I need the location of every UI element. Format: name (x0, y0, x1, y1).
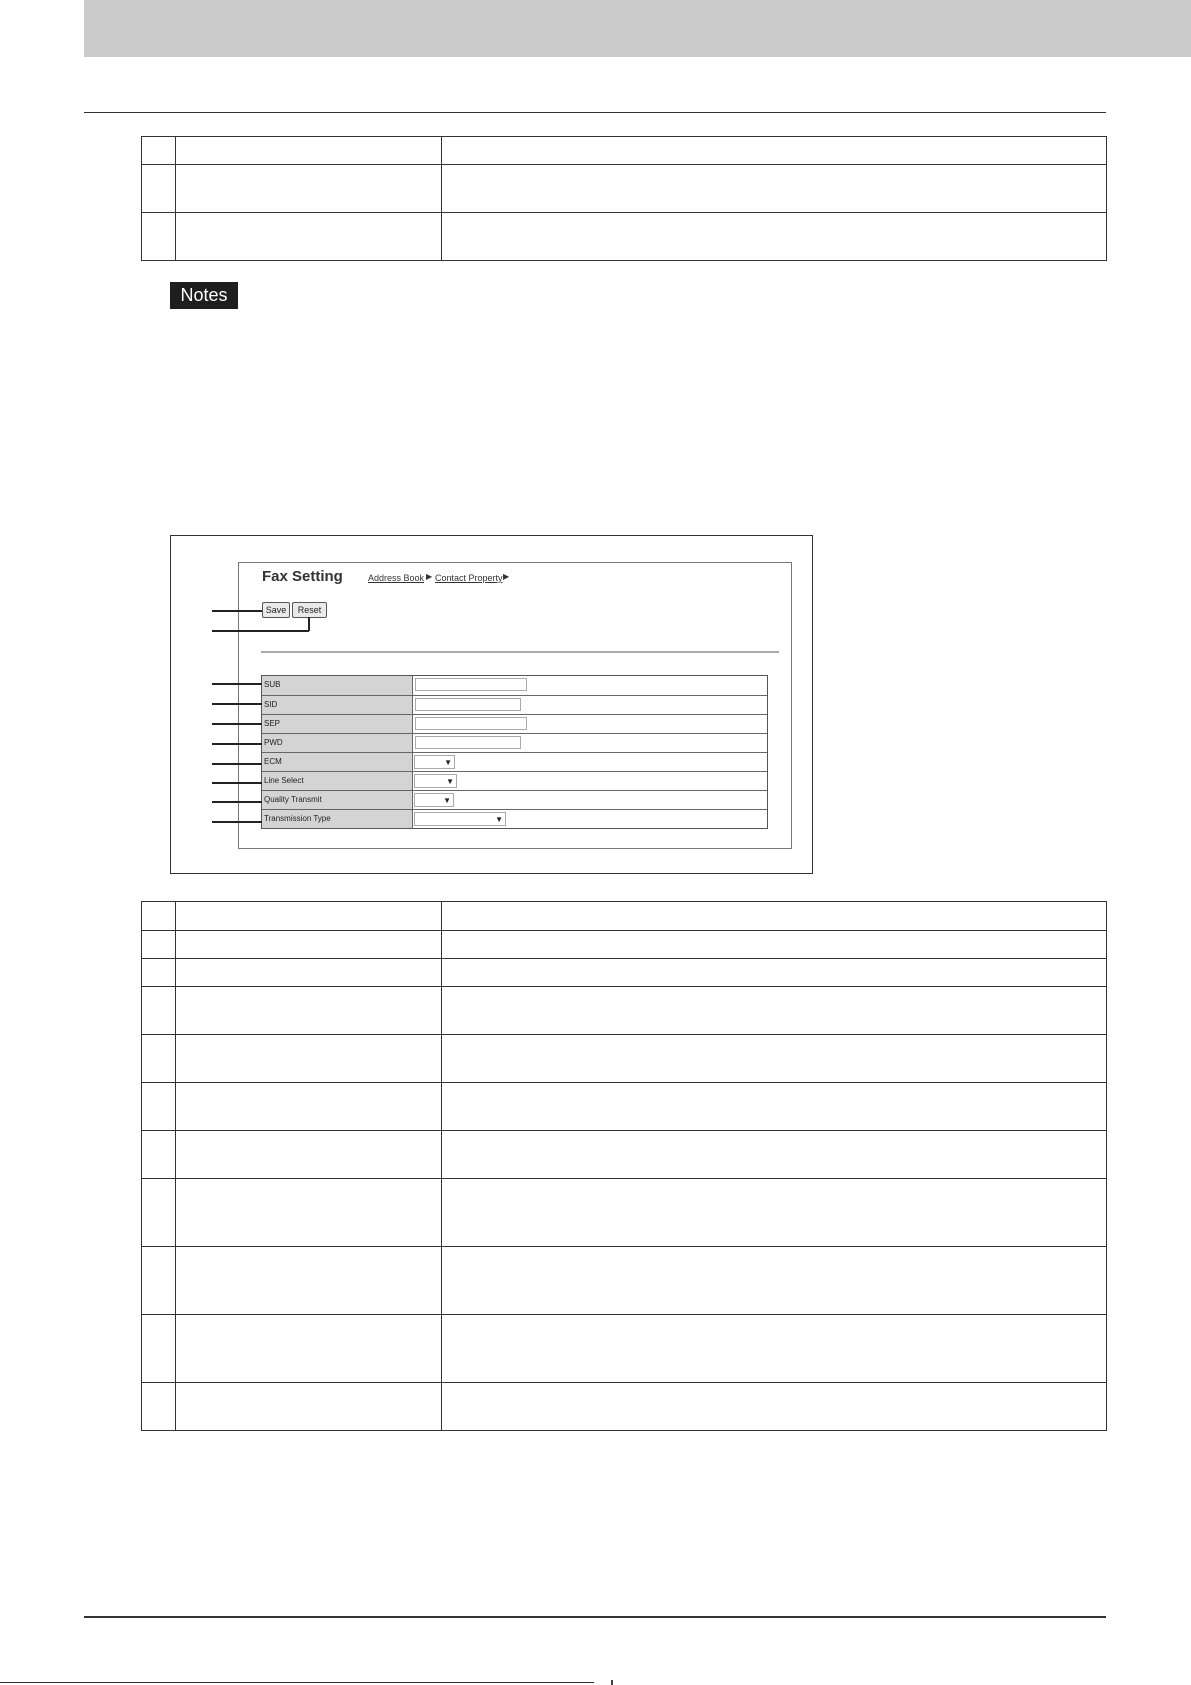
callout-line-2 (212, 630, 309, 632)
table-row (142, 1315, 1107, 1383)
table-row (142, 959, 1107, 987)
field-label: Quality Transmit (262, 791, 413, 809)
triangle-right-icon: ▶ (503, 572, 510, 581)
ecm-select[interactable] (414, 755, 455, 769)
table-row (142, 137, 1107, 165)
line-select-select[interactable] (414, 774, 457, 788)
form-row-quality-transmit (262, 790, 767, 809)
table-row (142, 1131, 1107, 1179)
callout-line-10 (212, 821, 262, 823)
footer-rule (84, 1616, 1106, 1618)
header-rule (84, 112, 1106, 113)
sep-input[interactable] (415, 717, 527, 730)
bottom-tick (611, 1680, 613, 1685)
field-label: PWD (262, 734, 413, 752)
table-row (142, 213, 1107, 261)
field-label: Transmission Type (262, 810, 413, 828)
form-row-line-select (262, 771, 767, 790)
field-label: SID (262, 696, 413, 714)
table-row (142, 931, 1107, 959)
table-row (142, 1247, 1107, 1315)
pwd-input[interactable] (415, 736, 521, 749)
table-row (142, 1383, 1107, 1431)
bottom-table (141, 901, 1107, 1431)
table-row (142, 1179, 1107, 1247)
sid-input[interactable] (415, 698, 521, 711)
divider (261, 651, 779, 653)
transmission-type-select[interactable] (414, 812, 506, 826)
field-label: ECM (262, 753, 413, 771)
field-label: SEP (262, 715, 413, 733)
notes-badge: Notes (170, 282, 238, 309)
chevron-down-icon: ▼ (444, 758, 452, 767)
breadcrumb-contact-property[interactable]: Contact Property (435, 573, 503, 583)
triangle-right-icon: ▶ (426, 572, 433, 581)
form-row-ecm (262, 752, 767, 771)
callout-line-6 (212, 743, 262, 745)
table-row (142, 1035, 1107, 1083)
form-row-transmission-type (262, 809, 767, 828)
field-label: Line Select (262, 772, 413, 790)
chevron-down-icon: ▼ (495, 815, 503, 824)
reset-button[interactable]: Reset (292, 602, 327, 618)
table-row (142, 902, 1107, 931)
callout-line-9 (212, 801, 262, 803)
page-header-band (84, 0, 1191, 57)
breadcrumb-address-book[interactable]: Address Book (368, 573, 425, 583)
callout-line-1 (212, 610, 262, 612)
callout-line-7 (212, 763, 262, 765)
bottom-rule (0, 1682, 594, 1683)
form-row-sid (262, 695, 767, 714)
form-row-sep (262, 714, 767, 733)
form-row-pwd (262, 733, 767, 752)
callout-line-3 (212, 683, 262, 685)
table-row (142, 987, 1107, 1035)
page-title: Fax Setting (262, 568, 343, 585)
callout-line-4 (212, 703, 262, 705)
quality-transmit-select[interactable] (414, 793, 454, 807)
callout-line-5 (212, 723, 262, 725)
table-row (142, 1083, 1107, 1131)
chevron-down-icon: ▼ (446, 777, 454, 786)
callout-line-8 (212, 782, 262, 784)
fax-settings-form (261, 675, 768, 829)
chevron-down-icon: ▼ (443, 796, 451, 805)
form-row-sub (262, 676, 767, 695)
sub-input[interactable] (415, 678, 527, 691)
table-row (142, 165, 1107, 213)
field-label: SUB (262, 676, 413, 695)
save-button[interactable]: Save (262, 602, 290, 618)
callout-line-2-vertical (308, 617, 310, 631)
top-table (141, 136, 1107, 261)
